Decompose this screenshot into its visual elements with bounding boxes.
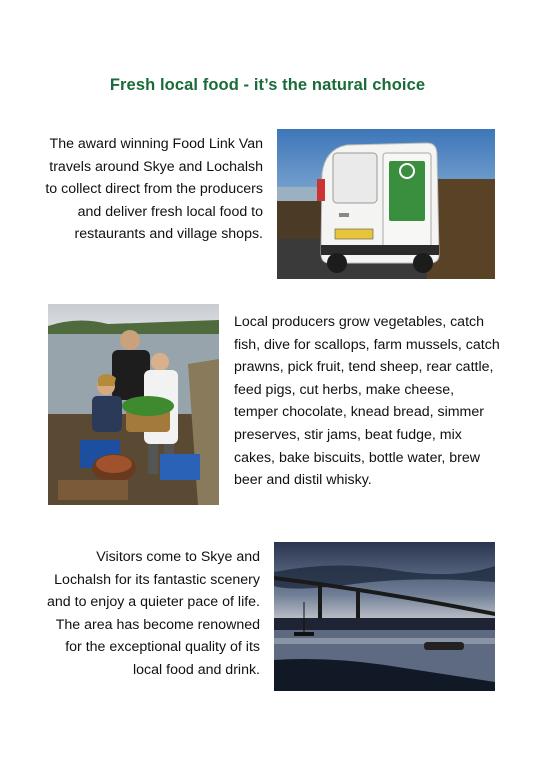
page-heading: Fresh local food - it’s the natural choice: [109, 76, 426, 94]
food-link-van-photo: [277, 129, 495, 279]
paragraph-food-link-van: The award winning Food Link Van travels around Skye and Lochalsh to collect direct from the producers and deliver fresh local food to restaurants and village shops.: [45, 136, 263, 243]
skye-bridge-photo: [274, 542, 495, 691]
paragraph-local-producers: Local producers grow vegetables, catch fish, dive for scallops, farm mussels, catch prawns, pick fruit, tend sheep, rear cattle, feed pigs, cut herbs, make cheese, temper chocolate, knead bread, simmer preserves, stir jams, beat fudge, mix cakes, bake biscuits, bottle water, brew beer and distil whisky.: [234, 314, 500, 489]
paragraph-visitors: Visitors come to Skye and Lochalsh for its fantastic scenery and to enjoy a quieter pace of life. The area has become renowned for the exceptional quality of its local food and drink.: [47, 549, 260, 678]
local-producers-photo: [48, 304, 219, 505]
